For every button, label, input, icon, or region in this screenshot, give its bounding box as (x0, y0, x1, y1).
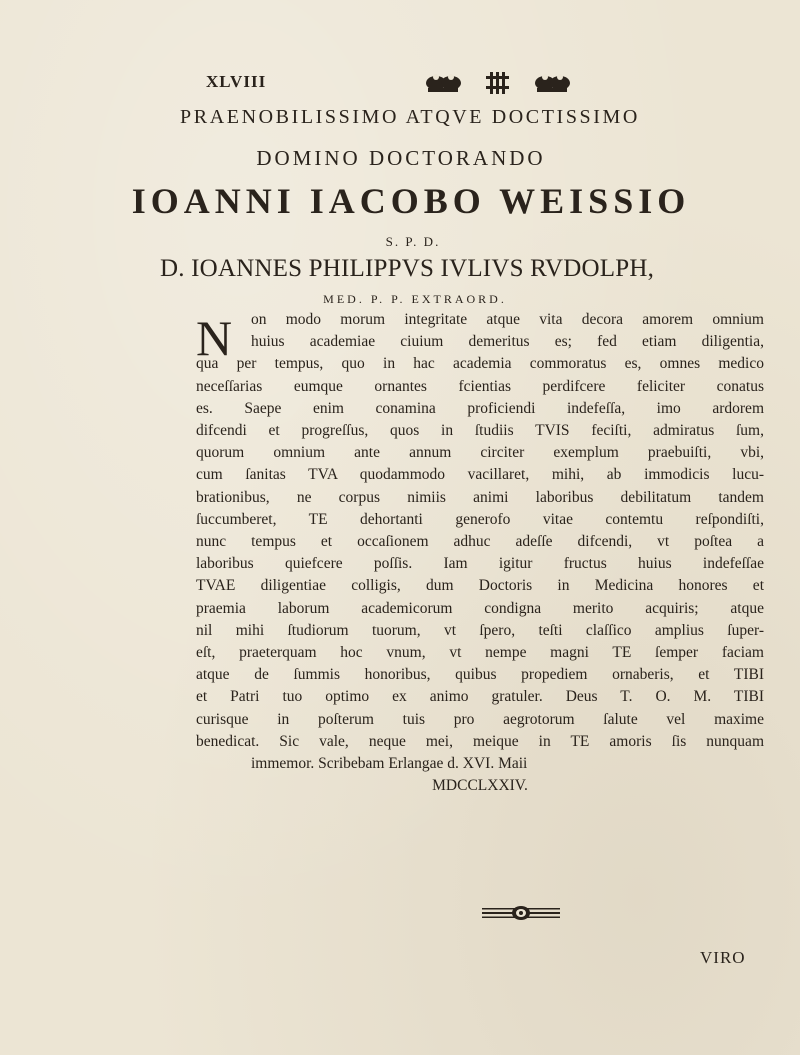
text-line: quorum omnium ante annum circiter exemplum praebuiſti, vbi, (196, 444, 764, 462)
text-line: laboribus quiefcere poſſis. Iam igitur fructus huius indefeſſae (196, 555, 764, 573)
text-line: brationibus, ne corpus nimiis animi laboribus debilitatum tandem (196, 488, 764, 506)
letter-body (196, 309, 764, 797)
text-line: praemia laborum academicorum condigna merito acquiris; atque (196, 599, 764, 617)
dedication-line-1: PRAENOBILISSIMO ATQVE DOCTISSIMO (180, 106, 640, 128)
dedication-line-2: DOMINO DOCTORANDO (256, 146, 546, 170)
text-line: cum ſanitas TVA quodammodo vacillaret, mihi, ab immodicis lucu- (196, 466, 764, 484)
text-line: atque de ſummis honoribus, quibus propediem ornaberis, et TIBI (196, 666, 764, 684)
drop-cap: N (196, 310, 233, 366)
text-line: curisque in poſterum tuis pro aegrotorum ſalute vel maxime (196, 710, 764, 728)
text-line: TVAE diligentiae colligis, dum Doctoris in Medicina honores et (196, 577, 764, 595)
text-line: neceſſarias eumque ornantes fcientias perdifcere feliciter conatus (196, 377, 764, 395)
text-line: nil mihi ſtudiorum tuorum, vt ſpero, teſti claſſico amplius ſuper- (196, 621, 764, 639)
text-line: MDCCLXXIV. (432, 777, 528, 795)
text-line: huius academiae ciuium demeritus es; fed etiam diligentia, (251, 333, 764, 351)
salutation: S. P. D. (385, 234, 441, 249)
author-name: D. IOANNES PHILIPPVS IVLIVS RVDOLPH, (159, 255, 655, 282)
page-number: XLVIII (206, 72, 267, 91)
text-line: on modo morum integritate atque vita decora amorem omnium (251, 311, 764, 328)
text-line: es. Saepe enim conamina proficiendi indefeſſa, imo ardorem (196, 399, 764, 417)
text-line: qua per tempus, quo in hac academia commoratus es, omnes medico (196, 355, 764, 373)
text-line: et Patri tuo optimo ex animo gratuler. Deus T. O. M. TIBI (196, 688, 764, 706)
dedication-recipient-name: IOANNI IACOBO WEISSIO (131, 181, 691, 221)
text-line: benedicat. Sic vale, neque mei, meique in TE amoris ſis nunquam (196, 732, 764, 750)
fleuron-ornament (418, 66, 578, 100)
author-title: MED. P. P. EXTRAORD. (323, 292, 507, 306)
text-line: nunc tempus et occaſionem adhuc adeſſe difcendi, vt poſtea a (196, 533, 764, 551)
text-line: immemor. Scribebam Erlangae d. XVI. Maii (251, 755, 528, 773)
text-line: difcendi et progreſſus, quos in ſtudiis TVIS feciſti, admiratus ſum, (196, 422, 764, 440)
text-line: ſuccumberet, TE dehortanti generofo vitae contemtu reſpondiſti, (196, 510, 764, 528)
divider-ornament (482, 905, 560, 921)
catchword: VIRO (700, 948, 746, 967)
text-line: eſt, praeterquam hoc vnum, vt nempe magni TE ſemper faciam (196, 644, 764, 662)
